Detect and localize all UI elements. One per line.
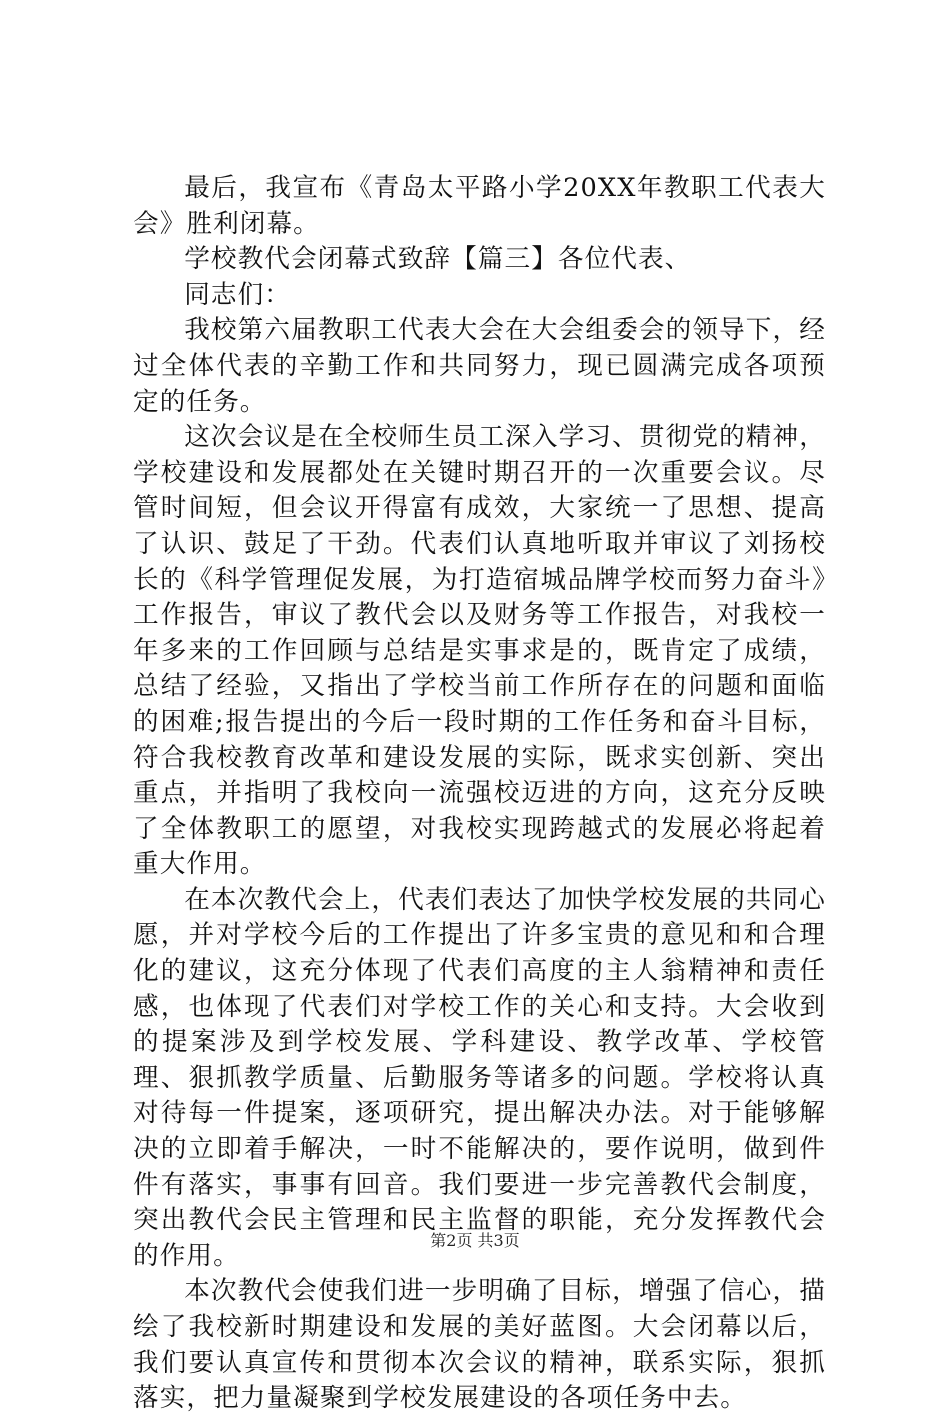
- section-heading-paragraph: 学校教代会闭幕式致辞【篇三】各位代表、: [184, 244, 692, 275]
- page-number-footer: 第2页 共3页: [430, 1231, 520, 1250]
- body-paragraph: 本次教代会使我们进一步明确了目标，增强了信心，描绘了我校新时期建设和发展的美好蓝图。大会闭幕以后，我们要认真宣传和贯彻本次会议的精神，联系实际，狠抓落实，把力量凝聚到学校发展建设的各项任务中去。: [133, 1276, 826, 1414]
- salutation-paragraph: 同志们：: [184, 279, 291, 310]
- closing-paragraph: 最后，我宣布《青岛太平路小学20XX年教职工代表大会》胜利闭幕。: [133, 173, 826, 239]
- body-paragraph: 我校第六届教职工代表大会在大会组委会的领导下，经过全体代表的辛勤工作和共同努力，现已圆满完成各项预定的任务。: [133, 315, 826, 417]
- body-paragraph: 在本次教代会上，代表们表达了加快学校发展的共同心愿，并对学校今后的工作提出了许多宝贵的意见和和合理化的建议，这充分体现了代表们高度的主人翁精神和责任感，也体现了代表们对学校工作的关心和支持。大会收到的提案涉及到学校发展、学科建设、教学改革、学校管理、狠抓教学质量、后勤服务等诸多的问题。学校将认真对待每一件提案，逐项研究，提出解决办法。对于能够解决的立即着手解决，一时不能解决的，要作说明，做到件件有落实，事事有回音。我们要进一步完善教代会制度，突出教代会民主管理和民主监督的职能，充分发挥教代会的作用。: [133, 884, 826, 1271]
- document-body: [133, 171, 826, 1417]
- body-paragraph: 这次会议是在全校师生员工深入学习、贯彻党的精神，学校建设和发展都处在关键时期召开的一次重要会议。尽管时间短，但会议开得富有成效，大家统一了思想、提高了认识、鼓足了干劲。代表们认真地听取并审议了刘扬校长的《科学管理促发展，为打造宿城品牌学校而努力奋斗》工作报告，审议了教代会以及财务等工作报告，对我校一年多来的工作回顾与总结是实事求是的，既肯定了成绩，总结了经验，又指出了学校当前工作所存在的问题和面临的困难;报告提出的今后一段时期的工作任务和奋斗目标，符合我校教育改革和建设发展的实际，既求实创新、突出重点，并指明了我校向一流强校迈进的方向，这充分反映了全体教职工的愿望，对我校实现跨越式的发展必将起着重大作用。: [133, 422, 826, 880]
